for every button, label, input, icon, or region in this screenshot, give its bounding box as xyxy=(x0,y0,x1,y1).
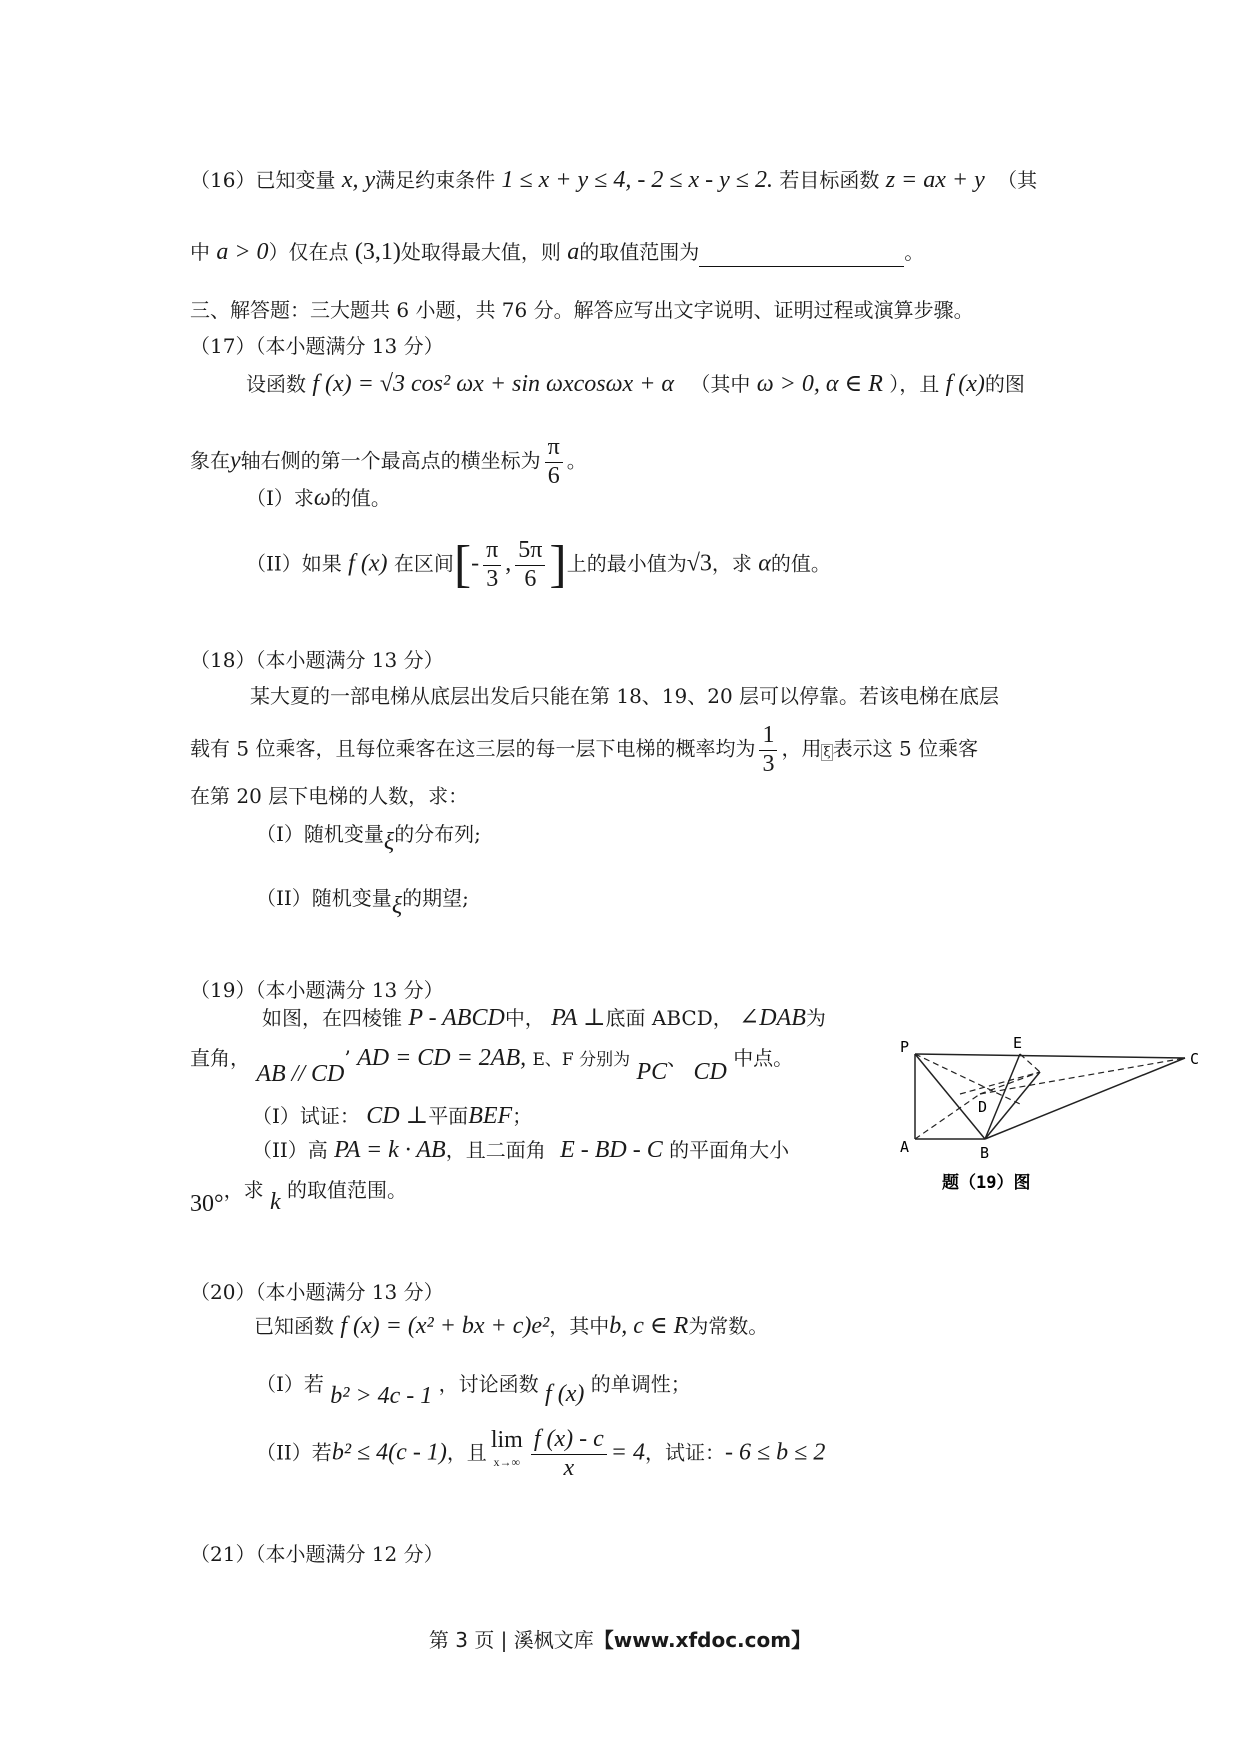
q17-heading: （17）（本小题满分 13 分） xyxy=(190,334,444,358)
q16-number: （16） xyxy=(190,168,256,192)
math: ω xyxy=(313,485,331,511)
q20-heading: （20）（本小题满分 13 分） xyxy=(190,1280,444,1304)
math: 1 ≤ x + y ≤ 4, - 2 ≤ x - y ≤ 2. xyxy=(501,167,773,193)
q17-line2: 象在y轴右侧的第一个最高点的横坐标为 $\frac{\pi}{6}$ 。 xyxy=(190,434,587,489)
math: ω > 0, α ∈ R xyxy=(756,371,883,397)
math: ξ xyxy=(391,893,403,919)
q20-part1: （I）若 b² > 4c - 1 ，讨论函数 f (x) 的单调性； xyxy=(256,1372,691,1409)
math: PA = k · AB xyxy=(334,1137,446,1163)
q20-line1: 已知函数 f (x) = (x² + bx + c)e²，其中b, c ∈ R为常数。 xyxy=(254,1313,769,1339)
math: - 6 ≤ b ≤ 2 xyxy=(724,1439,826,1466)
q18-part2: （II）随机变量ξ的期望; xyxy=(256,886,469,919)
q19-part1: （I）试证： CD ⊥平面BEF； xyxy=(252,1103,533,1129)
fraction: $\frac{5\pi}{6}$ xyxy=(515,537,545,593)
math: AB // CD xyxy=(256,1061,345,1087)
q19-part2: （II）高 PA = k · AB，且二面角 E - BD - C 的平面角大小 xyxy=(252,1137,790,1163)
math: PC xyxy=(636,1059,668,1085)
math: = 4 xyxy=(610,1439,645,1466)
q19-line1: 如图，在四棱锥 P - ABCD中， PA ⊥底面 ABCD， ∠DAB为 xyxy=(262,1005,826,1031)
math: b, c ∈ R xyxy=(609,1313,689,1339)
math: P - ABCD xyxy=(408,1005,505,1031)
q17-part1: （I）求ω的值。 xyxy=(246,485,391,511)
math: y xyxy=(230,447,241,474)
math: f (x) xyxy=(348,550,388,577)
math: CD xyxy=(693,1059,727,1085)
right-bracket: ] xyxy=(549,536,567,593)
math: a > 0 xyxy=(216,239,269,265)
math: ξ xyxy=(383,829,395,855)
q19-line2: 直角， AB // CD’ AD = CD = 2AB, E、F 分别为 PC、 CD 中点。 xyxy=(190,1045,794,1087)
page-footer xyxy=(0,1624,1240,1653)
math: AD = CD = 2AB, xyxy=(357,1045,527,1071)
q18-part1: （I）随机变量ξ的分布列; xyxy=(256,822,481,855)
math: f (x) xyxy=(945,371,985,397)
q21-heading: （21）（本小题满分 12 分） xyxy=(190,1542,444,1566)
q16-line2: 中 a > 0）仅在点 (3,1)处取得最大值，则 a的取值范围为 。 xyxy=(190,239,925,265)
q19-part2-cont: 30°，求 k 的取值范围。 xyxy=(190,1178,407,1217)
q17-part2: （II）如果 f (x) 在区间[- $\frac{\pi}{3}$ , $\frac{5\pi}{6}$ ]上的最小值为√3，求 α的值。 xyxy=(246,536,831,593)
fig-label-d: D xyxy=(978,1098,988,1116)
q18-line3: 在第 20 层下电梯的人数，求： xyxy=(190,784,469,808)
xi-symbol-box: ξ xyxy=(823,744,831,760)
q19-heading: （19）（本小题满分 13 分） xyxy=(190,978,444,1002)
math: f (x) = √3 cos² ωx + sin ωxcosωx + α xyxy=(312,371,674,397)
fig-label-b: B xyxy=(980,1144,990,1162)
fig-label-e: E xyxy=(1013,1034,1023,1052)
math: a xyxy=(567,239,580,265)
math: √3 xyxy=(686,550,712,577)
pyramid-figure xyxy=(900,1034,1210,1194)
math: b² > 4c - 1 xyxy=(330,1383,433,1409)
footer-page: 第 3 页 | 溪枫文库 xyxy=(428,1628,594,1652)
q17-line1: 设函数 f (x) = √3 cos² ωx + sin ωxcosωx + α （其中 ω > 0, α ∈ R ），且 f (x)的图 xyxy=(246,371,1025,397)
math: x, y xyxy=(341,167,376,193)
fig-label-c: C xyxy=(1190,1050,1200,1068)
math: k xyxy=(269,1189,281,1215)
math: BEF xyxy=(468,1103,513,1129)
math: f (x) xyxy=(545,1381,585,1407)
math: ∠DAB xyxy=(739,1005,806,1031)
fig-label-a: A xyxy=(900,1138,910,1156)
left-bracket: [ xyxy=(453,536,472,593)
fraction: $\frac{f (x) - c}{x}$ xyxy=(531,1426,607,1482)
math: CD ⊥ xyxy=(366,1103,429,1129)
math: PA ⊥ xyxy=(551,1005,606,1031)
q16-line1: （16）已知变量 x, y满足约束条件 1 ≤ x + y ≤ 4, - 2 ≤ x - y ≤ 2. 若目标函数 z = ax + y （其 xyxy=(190,167,1038,193)
fraction: $\frac{\pi}{3}$ xyxy=(483,537,501,593)
section-heading: 三、解答题：三大题共 6 小题，共 76 分。解答应写出文字说明、证明过程或演算步骤。 xyxy=(190,298,974,322)
math: b² ≤ 4(c - 1) xyxy=(331,1439,447,1466)
footer-link[interactable]: 【www.xfdoc.com】 xyxy=(593,1628,812,1652)
q20-part2: （II）若b² ≤ 4(c - 1)，且 lim x→∞ $\frac{f (x) - c}{x}$ = 4，试证：- 6 ≤ b ≤ 2 xyxy=(256,1426,826,1481)
fig-label-p: P xyxy=(900,1038,910,1056)
math: f (x) = (x² + bx + c)e² xyxy=(340,1313,550,1339)
math: E - BD - C xyxy=(560,1137,663,1163)
math: z = ax + y xyxy=(885,167,985,193)
q18-line2: 载有 5 位乘客，且每位乘客在这三层的每一层下电梯的概率均为 $\frac{1}{3}$ ，用 ξ 表示这 5 位乘客 xyxy=(190,722,979,777)
answer-blank xyxy=(699,248,904,267)
fraction: $\frac{1}{3}$ xyxy=(759,722,777,778)
math: α xyxy=(758,550,771,577)
q18-heading: （18）（本小题满分 13 分） xyxy=(190,648,444,672)
math: 30° xyxy=(190,1191,224,1217)
limit: lim x→∞ xyxy=(490,1427,523,1469)
fig-caption: 题（19）图 xyxy=(942,1173,1031,1193)
q18-line1: 某大夏的一部电梯从底层出发后只能在第 18、19、20 层可以停靠。若该电梯在底层 xyxy=(250,684,1000,708)
math: (3,1) xyxy=(354,239,401,265)
fraction: $\frac{\pi}{6}$ xyxy=(545,434,563,490)
